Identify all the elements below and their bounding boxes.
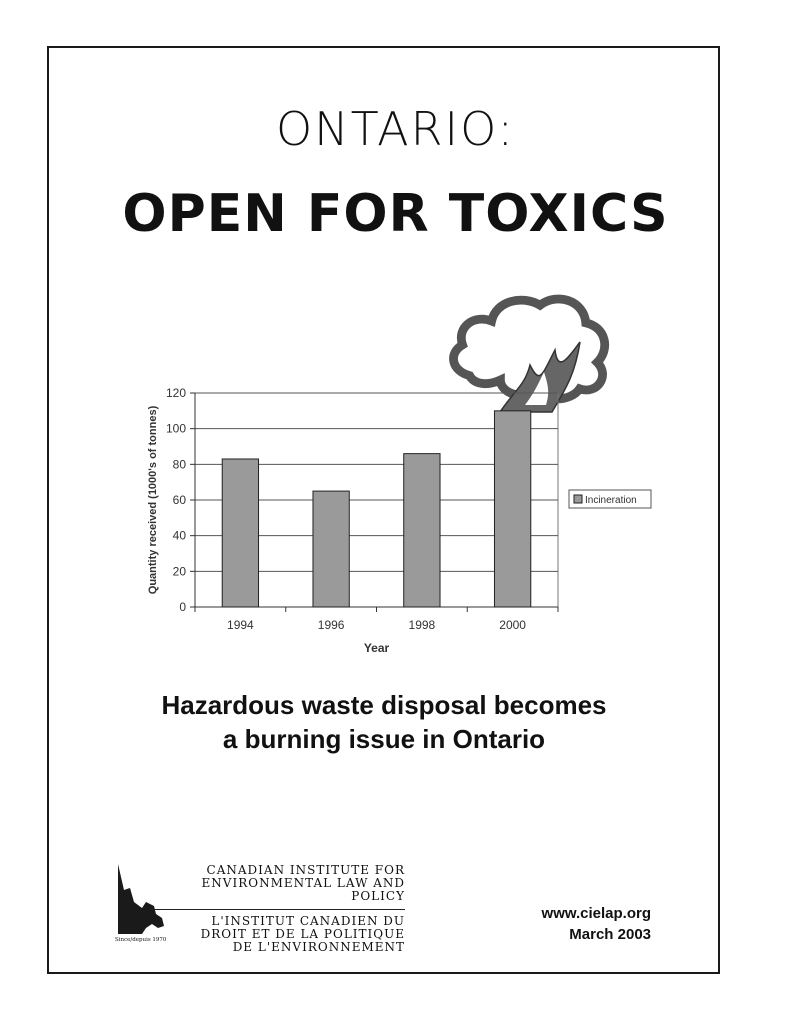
footer-info <box>542 903 651 945</box>
y-tick-label: 100 <box>165 421 186 436</box>
website-link[interactable]: www.cielap.org <box>541 905 651 922</box>
y-tick-label: 60 <box>172 493 186 507</box>
incineration-chart <box>130 280 670 670</box>
publication-date: March 2003 <box>569 926 651 943</box>
subtitle-line-2: a burning issue in Ontario <box>222 724 546 754</box>
org-fr-line-2: DROIT ET DE LA POLITIQUE <box>200 927 405 941</box>
title-line-2: OPEN FOR TOXICS <box>122 184 669 244</box>
subtitle-line-1: Hazardous waste disposal becomes <box>161 690 607 720</box>
bar-2000 <box>494 411 530 607</box>
legend-label: Incineration <box>585 495 637 506</box>
y-axis-label: Quantity received (1000's of tonnes) <box>147 405 159 595</box>
subtitle <box>0 688 768 756</box>
legend-swatch <box>574 495 582 503</box>
x-tick-label: 1998 <box>408 618 436 632</box>
x-axis-label: Year <box>363 641 390 655</box>
bar-1996 <box>313 491 349 607</box>
x-tick-label: 2000 <box>499 618 526 632</box>
logo-caption: Since/depuis 1970 <box>115 937 167 942</box>
x-tick-label: 1996 <box>317 618 345 632</box>
org-fr-line-1: L'INSTITUT CANADIEN DU <box>211 914 405 928</box>
org-en-line-1: CANADIAN INSTITUTE FOR <box>206 863 405 877</box>
organization-name <box>150 864 405 954</box>
org-divider <box>150 909 405 910</box>
y-tick-label: 20 <box>172 564 186 579</box>
x-tick-label: 1994 <box>227 618 254 632</box>
bar-1994 <box>222 459 258 607</box>
bar-1998 <box>404 454 440 607</box>
y-tick-label: 80 <box>172 457 186 472</box>
org-fr-line-3: DE L'ENVIRONNEMENT <box>232 940 405 954</box>
y-tick-label: 0 <box>179 600 186 614</box>
y-tick-label: 120 <box>165 386 186 400</box>
y-tick-label: 40 <box>172 528 186 543</box>
title-line-1: ONTARIO: <box>275 102 516 156</box>
org-en-line-2: ENVIRONMENTAL LAW AND POLICY <box>201 876 405 903</box>
